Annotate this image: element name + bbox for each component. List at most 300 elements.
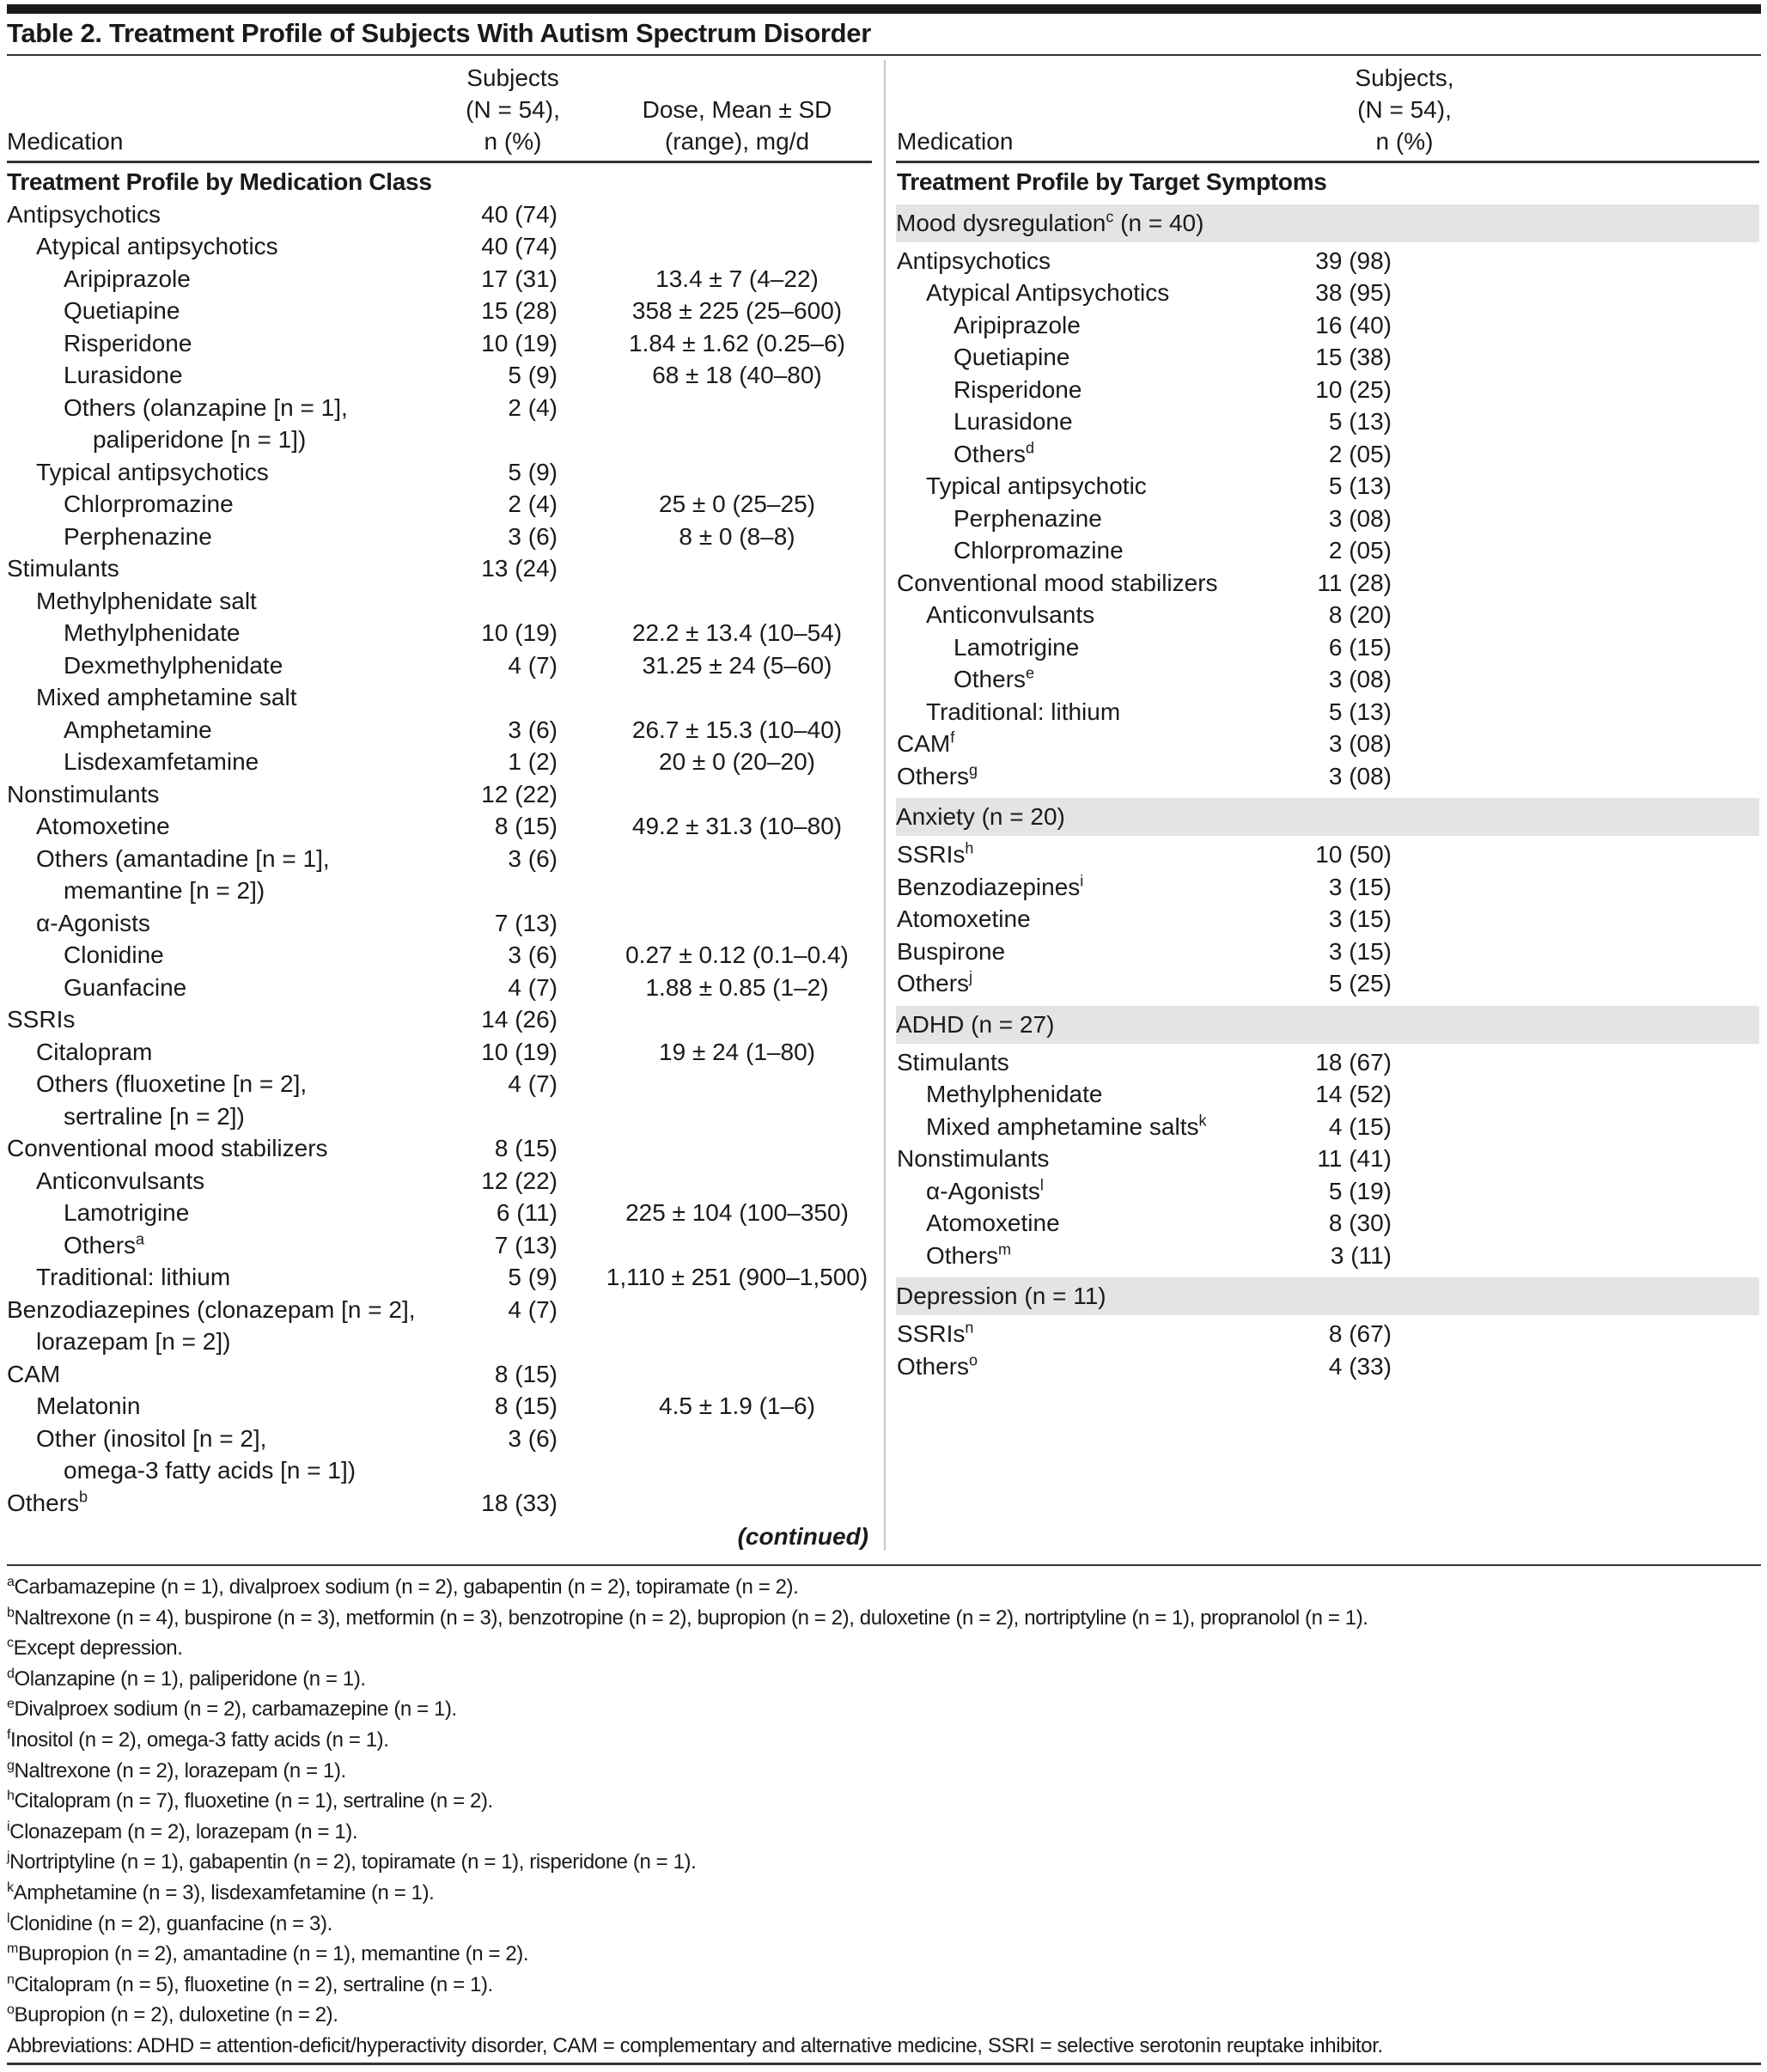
row-label	[64, 327, 192, 360]
footnote-marker: n	[965, 1319, 974, 1337]
footnote-marker: n	[7, 1971, 15, 1987]
medication-name: Others	[64, 1231, 137, 1258]
header-line: Dose, Mean ± SD	[642, 96, 832, 123]
subjects-count: 8 (20)	[1328, 601, 1392, 628]
table-row	[7, 1294, 866, 1326]
footnote-marker: g	[7, 1758, 15, 1773]
continued-note: (continued)	[737, 1523, 868, 1550]
footnote-text: Citalopram (n = 5), fluoxetine (n = 2), sertraline (n = 1).	[14, 1972, 493, 1996]
medication-name: Melatonin	[36, 1393, 141, 1419]
subjects-count: 7 (13)	[494, 1231, 558, 1258]
subjects-count: 5 (13)	[1328, 408, 1392, 435]
table-row	[897, 903, 1759, 935]
medication-name: Conventional mood stabilizers	[897, 569, 1218, 596]
footnote-marker: d	[1026, 439, 1035, 457]
row-label	[36, 230, 278, 263]
table-row	[7, 681, 866, 714]
table-title: Table 2. Treatment Profile of Subjects With Autism Spectrum Disorder	[7, 18, 871, 48]
medication-name: Others	[954, 666, 1027, 692]
footnote-marker: a	[7, 1575, 15, 1589]
row-label	[7, 1003, 75, 1036]
dose-value: 49.2 ± 31.3 (10–80)	[631, 813, 843, 839]
footnote-marker: a	[136, 1230, 145, 1248]
table-row	[897, 1143, 1759, 1175]
row-label	[954, 534, 1124, 567]
row-label	[897, 245, 1051, 277]
subjects-count: 5 (9)	[508, 362, 558, 388]
subjects-count: 4 (7)	[508, 651, 558, 679]
subjects-count: 17 (31)	[481, 265, 558, 292]
subjects-count: 40 (74)	[481, 233, 558, 259]
row-label	[64, 649, 283, 682]
row-label	[897, 1046, 1009, 1079]
row-label	[897, 838, 973, 871]
table-row	[7, 1390, 866, 1423]
medication-name: Guanfacine	[64, 973, 187, 1001]
medication-name: Lamotrigine	[64, 1199, 190, 1226]
table-row	[7, 843, 866, 875]
subjects-count: 7 (13)	[494, 909, 558, 936]
footnote-rule	[7, 1564, 1761, 1566]
row-label	[926, 1111, 1206, 1143]
footnote-text: Bupropion (n = 2), amantadine (n = 1), memantine (n = 2).	[17, 1942, 529, 1966]
table-row	[897, 935, 1759, 968]
row-label	[36, 1068, 307, 1100]
dose-value: 8 ± 0 (8–8)	[679, 522, 795, 550]
row-label	[36, 810, 170, 843]
subjects-count: 3 (6)	[508, 1424, 558, 1452]
symptom-band	[896, 204, 1759, 242]
medication-name: Conventional mood stabilizers	[7, 1135, 328, 1161]
subjects-count: 4 (7)	[508, 1070, 558, 1097]
medication-name: CAM	[7, 1360, 61, 1387]
footnote-marker: k	[7, 1880, 14, 1895]
table-row	[897, 1078, 1759, 1111]
footnote	[7, 1756, 1761, 1787]
table-row	[897, 341, 1759, 374]
footnote	[7, 1847, 1761, 1878]
dose-value: 68 ± 18 (40–80)	[652, 362, 822, 388]
row-label	[954, 405, 1073, 438]
left-header-subjects	[404, 62, 622, 157]
row-label	[36, 843, 330, 875]
medication-name: Atypical Antipsychotics	[926, 279, 1170, 306]
medication-name: Others (olanzapine [n = 1],	[64, 393, 348, 421]
medication-name: Quetiapine	[64, 297, 180, 324]
table-row	[7, 617, 866, 649]
row-label	[926, 277, 1169, 309]
row-label	[926, 599, 1094, 631]
symptom-band	[896, 1277, 1759, 1315]
table-row	[897, 1111, 1759, 1143]
footnote-marker: f	[950, 728, 955, 747]
medication-name: SSRIs	[7, 1006, 76, 1033]
medication-name: Aripiprazole	[954, 311, 1081, 338]
table-row	[897, 696, 1759, 728]
medication-name: Lurasidone	[64, 362, 183, 388]
row-label	[64, 488, 234, 521]
table-row	[897, 1046, 1759, 1079]
table-row	[7, 552, 866, 585]
subjects-count: 2 (4)	[508, 491, 558, 517]
medication-name: Risperidone	[64, 329, 192, 357]
subjects-count: 12 (22)	[481, 1167, 558, 1194]
row-label	[64, 1197, 189, 1229]
subjects-count: 10 (50)	[1315, 841, 1392, 868]
table-row	[7, 939, 866, 972]
subjects-count: 10 (19)	[481, 619, 558, 646]
medication-name: Others (fluoxetine [n = 2],	[36, 1070, 308, 1097]
medication-name: CAM	[897, 730, 951, 757]
footnote-marker: i	[7, 1819, 10, 1834]
medication-name: Citalopram	[36, 1038, 153, 1065]
subjects-count: 10 (25)	[1315, 375, 1392, 403]
row-label	[926, 470, 1147, 503]
row-label	[926, 1207, 1060, 1240]
medication-name: Perphenazine	[954, 504, 1102, 532]
medication-name: Amphetamine	[64, 716, 212, 743]
table-row	[897, 534, 1759, 567]
footnote-marker: e	[1026, 664, 1035, 682]
footnote	[7, 1694, 1761, 1725]
subjects-count: 16 (40)	[1315, 311, 1392, 338]
medication-name: Methylphenidate salt	[36, 587, 257, 614]
medication-name: Others	[954, 440, 1027, 467]
table-row	[7, 1036, 866, 1069]
header-line: (N = 54),	[466, 96, 560, 123]
medication-name: Typical antipsychotics	[36, 458, 269, 485]
row-label	[36, 1423, 266, 1455]
table-row	[7, 1229, 866, 1262]
table-row	[897, 309, 1759, 342]
medication-name: Buspirone	[897, 937, 1006, 965]
medication-name: sertraline [n = 2])	[64, 1102, 245, 1130]
subjects-count: 4 (15)	[1328, 1112, 1392, 1140]
table-row	[897, 374, 1759, 406]
row-label	[64, 714, 212, 747]
subjects-count: 3 (6)	[508, 942, 558, 968]
table-row	[7, 392, 866, 424]
table-row	[7, 295, 866, 327]
row-label	[64, 617, 240, 649]
footnote	[7, 1572, 1761, 1603]
header-line: Subjects	[466, 64, 559, 91]
table-row	[7, 1165, 866, 1197]
subjects-count: 40 (74)	[481, 200, 558, 228]
footnote-text: Bupropion (n = 2), duloxetine (n = 2).	[14, 2003, 338, 2027]
medication-name: Anxiety (n = 20)	[896, 803, 1065, 830]
subjects-count: 14 (52)	[1315, 1081, 1392, 1107]
footnote-marker: i	[1080, 872, 1084, 890]
footnote-marker: l	[7, 1911, 10, 1926]
subjects-count: 5 (25)	[1328, 970, 1392, 996]
footnote-text: Nortriptyline (n = 1), gabapentin (n = 2), topiramate (n = 1), risperidone (n = 1).	[9, 1850, 697, 1874]
footnote	[7, 1603, 1761, 1634]
subjects-count: 8 (15)	[494, 1393, 558, 1419]
row-label	[926, 1078, 1102, 1111]
row-label	[64, 392, 348, 424]
medication-name: Others	[7, 1489, 80, 1516]
footnote-marker: m	[998, 1240, 1012, 1258]
footnote-text: Clonidine (n = 2), guanfacine (n = 3).	[9, 1911, 332, 1935]
subjects-count: 15 (28)	[481, 297, 558, 324]
row-label	[7, 1132, 328, 1165]
row-label	[954, 438, 1034, 471]
footnote-text: Amphetamine (n = 3), lisdexamfetamine (n = 1).	[13, 1880, 435, 1904]
title-rule	[7, 54, 1761, 56]
medication-name: Stimulants	[7, 555, 119, 582]
medication-name: Traditional: lithium	[36, 1264, 231, 1290]
medication-name: Antipsychotics	[897, 247, 1051, 274]
medication-name: α-Agonists	[926, 1177, 1040, 1204]
subjects-count: 39 (98)	[1315, 247, 1392, 274]
table-row	[7, 907, 866, 940]
row-label	[897, 1318, 973, 1350]
right-header-rule	[896, 161, 1759, 163]
medication-name: Dexmethylphenidate	[64, 651, 283, 679]
table-row	[897, 728, 1759, 760]
dose-value: 1.88 ± 0.85 (1–2)	[645, 973, 829, 1001]
row-label	[64, 263, 191, 296]
medication-name: Anticonvulsants	[36, 1167, 205, 1194]
table-row	[7, 359, 866, 392]
row-label	[7, 1358, 60, 1391]
footnote-text: Inositol (n = 2), omega-3 fatty acids (n = 1).	[10, 1728, 389, 1752]
footnote-text: Citalopram (n = 7), fluoxetine (n = 1), sertraline (n = 2).	[14, 1789, 493, 1813]
footnote	[7, 1633, 1761, 1664]
subjects-count: 4 (33)	[1328, 1352, 1392, 1380]
row-label	[896, 1277, 1106, 1315]
row-label	[897, 935, 1005, 968]
medication-name: Others	[897, 1352, 970, 1380]
table-row	[7, 810, 866, 843]
table-row	[897, 871, 1759, 904]
medication-name: ADHD (n = 27)	[896, 1010, 1055, 1038]
table-row	[7, 198, 866, 231]
table-row	[7, 1003, 866, 1036]
table-row	[897, 1175, 1759, 1208]
table-row	[7, 1454, 866, 1487]
medication-name: omega-3 fatty acids [n = 1])	[64, 1457, 356, 1484]
header-line: n (%)	[1375, 128, 1434, 155]
subjects-count: 2 (4)	[508, 393, 558, 421]
medication-name: Antipsychotics	[7, 200, 161, 228]
medication-name: Mixed amphetamine salts	[926, 1112, 1199, 1140]
subjects-count: 3 (08)	[1328, 504, 1392, 532]
subjects-count: 8 (67)	[1328, 1320, 1392, 1347]
subjects-count: 18 (33)	[481, 1489, 558, 1516]
row-label	[64, 1229, 144, 1262]
subjects-count: 3 (11)	[1330, 1241, 1392, 1269]
header-line: (range), mg/d	[664, 128, 810, 155]
table-row	[897, 567, 1759, 600]
dose-value: 225 ± 104 (100–350)	[625, 1199, 849, 1226]
medication-name: Lisdexamfetamine	[64, 748, 259, 775]
dose-value: 19 ± 24 (1–80)	[659, 1038, 815, 1065]
medication-name: Chlorpromazine	[64, 491, 234, 517]
table-row	[7, 1068, 866, 1100]
subjects-count: 8 (15)	[494, 1135, 558, 1161]
medication-name: paliperidone [n = 1])	[93, 426, 307, 453]
header-line: (N = 54),	[1357, 96, 1452, 123]
dose-value: 13.4 ± 7 (4–22)	[655, 265, 819, 292]
footnote	[7, 1725, 1761, 1756]
dose-value: 25 ± 0 (25–25)	[659, 491, 815, 517]
section-heading: Treatment Profile by Target Symptoms	[897, 168, 1327, 195]
subjects-count: 6 (11)	[496, 1199, 558, 1226]
medication-name: Aripiprazole	[64, 265, 191, 292]
table-row	[897, 1318, 1759, 1350]
footnote-marker: h	[965, 839, 974, 857]
table-row	[7, 585, 866, 618]
symptom-band	[896, 1006, 1759, 1044]
footnote-marker: l	[1039, 1176, 1044, 1194]
medication-name: Mixed amphetamine salt	[36, 684, 297, 710]
row-label	[64, 1454, 356, 1487]
footnote-text: Naltrexone (n = 2), lorazepam (n = 1).	[14, 1758, 346, 1783]
target-symptoms-table	[897, 166, 1759, 1382]
table-row	[897, 663, 1759, 696]
row-label	[64, 972, 186, 1004]
medication-name: Methylphenidate	[64, 619, 241, 646]
row-label	[954, 309, 1081, 342]
row-label	[7, 1294, 416, 1326]
medication-name: SSRIs	[897, 841, 966, 868]
subjects-count: 3 (15)	[1328, 905, 1392, 932]
row-label	[897, 1350, 978, 1383]
medication-name: Atypical antipsychotics	[36, 233, 278, 259]
row-label	[897, 967, 972, 1000]
table-row	[897, 470, 1759, 503]
medication-name: SSRIs	[897, 1320, 966, 1347]
row-label	[926, 1175, 1044, 1208]
row-label	[64, 939, 164, 972]
dose-value: 26.7 ± 15.3 (10–40)	[631, 716, 843, 743]
table-row	[897, 631, 1759, 664]
medication-class-table	[7, 166, 866, 1519]
row-label	[36, 1165, 204, 1197]
right-header-subjects	[1295, 62, 1514, 157]
row-label	[954, 663, 1034, 696]
dose-value: 1.84 ± 1.62 (0.25–6)	[629, 329, 845, 357]
medication-name: Chlorpromazine	[954, 537, 1124, 564]
medication-name: Others	[897, 970, 970, 996]
row-label	[926, 696, 1120, 728]
abbreviations: Abbreviations: ADHD = attention-deficit/hyperactivity disorder, CAM = complementary and alternative medicine, SSRI = selective serotonin reuptake inhibitor.	[7, 2033, 1383, 2057]
top-rule	[7, 4, 1761, 14]
table-row	[7, 1100, 866, 1133]
footnote	[7, 1939, 1761, 1970]
medication-name: Mood dysregulation	[896, 209, 1106, 236]
subjects-count: 3 (15)	[1328, 873, 1392, 900]
left-header-rule	[7, 161, 872, 163]
column-divider	[884, 60, 886, 1551]
table-row	[7, 778, 866, 811]
subjects-count: 4 (7)	[508, 1295, 558, 1323]
footnote-marker: b	[7, 1605, 15, 1620]
subjects-count: 5 (9)	[508, 458, 558, 485]
footnote-text: Divalproex sodium (n = 2), carbamazepine (n = 1).	[14, 1697, 457, 1722]
medication-name: α-Agonists	[36, 909, 150, 936]
subjects-count: 6 (15)	[1328, 633, 1392, 661]
row-label	[36, 1390, 140, 1423]
row-label	[36, 1261, 230, 1294]
dose-value: 31.25 ± 24 (5–60)	[642, 651, 832, 679]
footnote-marker: o	[969, 1351, 978, 1369]
subjects-count: 2 (05)	[1328, 537, 1392, 564]
medication-name: memantine [n = 2])	[64, 877, 265, 904]
dose-value: 0.27 ± 0.12 (0.1–0.4)	[625, 942, 849, 968]
table-row	[897, 967, 1759, 1000]
left-header-dose	[591, 94, 883, 157]
subjects-count: 8 (30)	[1328, 1210, 1392, 1236]
table-row	[897, 245, 1759, 277]
row-label	[7, 778, 159, 811]
subjects-count: 11 (41)	[1317, 1145, 1392, 1172]
medication-name: Others (amantadine [n = 1],	[36, 844, 330, 872]
table-row	[7, 488, 866, 521]
medication-name: Others	[897, 762, 970, 789]
footnote-text: Except depression.	[13, 1636, 183, 1661]
medication-name: Quetiapine	[954, 344, 1070, 370]
footnote-text: Clonazepam (n = 2), lorazepam (n = 1).	[9, 1819, 358, 1843]
footnote	[7, 1970, 1761, 2001]
footnote	[7, 1817, 1761, 1848]
dose-value: 358 ± 225 (25–600)	[631, 297, 843, 324]
subjects-count: 14 (26)	[481, 1006, 558, 1033]
subjects-count: 4 (7)	[508, 973, 558, 1001]
row-label	[926, 1240, 1011, 1272]
header-line: n (%)	[484, 128, 542, 155]
medication-name: Anticonvulsants	[926, 601, 1095, 628]
row-label	[896, 1006, 1054, 1044]
row-label	[7, 1487, 88, 1520]
footnote-marker: h	[7, 1789, 15, 1804]
dose-value: 1,110 ± 251 (900–1,500)	[606, 1264, 868, 1290]
subjects-count: 10 (19)	[481, 1038, 558, 1065]
row-label	[64, 875, 265, 907]
medication-name: Other (inositol [n = 2],	[36, 1424, 267, 1452]
row-label	[897, 1143, 1049, 1175]
medication-name: Clonidine	[64, 942, 164, 968]
row-label	[897, 728, 954, 760]
table-row	[897, 1207, 1759, 1240]
row-label	[93, 424, 306, 456]
row-label	[7, 198, 161, 231]
symptom-band	[896, 798, 1759, 836]
footnote-marker: m	[7, 1941, 18, 1957]
row-label	[64, 295, 180, 327]
table-row	[897, 838, 1759, 871]
table-row	[897, 760, 1759, 793]
subjects-count: 3 (08)	[1328, 730, 1392, 757]
band-count: (n = 40)	[1113, 209, 1204, 236]
medication-name: Perphenazine	[64, 522, 212, 550]
subjects-count: 12 (22)	[481, 780, 558, 807]
footnote	[7, 1664, 1761, 1695]
footnote-text: Naltrexone (n = 4), buspirone (n = 3), metformin (n = 3), benzotropine (n = 2), bupropion (n = 2), duloxetine (n = 2), nortriptyline (n = 1), propranolol (n = 1).	[14, 1606, 1368, 1630]
table-row	[7, 1358, 866, 1391]
dose-value: 22.2 ± 13.4 (10–54)	[631, 619, 843, 646]
footnote-marker: j	[7, 1850, 10, 1865]
table-row	[897, 1350, 1759, 1383]
row-label	[897, 567, 1218, 600]
bottom-rule	[7, 2063, 1761, 2065]
medication-name: Traditional: lithium	[926, 698, 1121, 725]
medication-name: Nonstimulants	[897, 1145, 1050, 1172]
medication-name: Risperidone	[954, 375, 1082, 403]
table-row	[897, 438, 1759, 471]
